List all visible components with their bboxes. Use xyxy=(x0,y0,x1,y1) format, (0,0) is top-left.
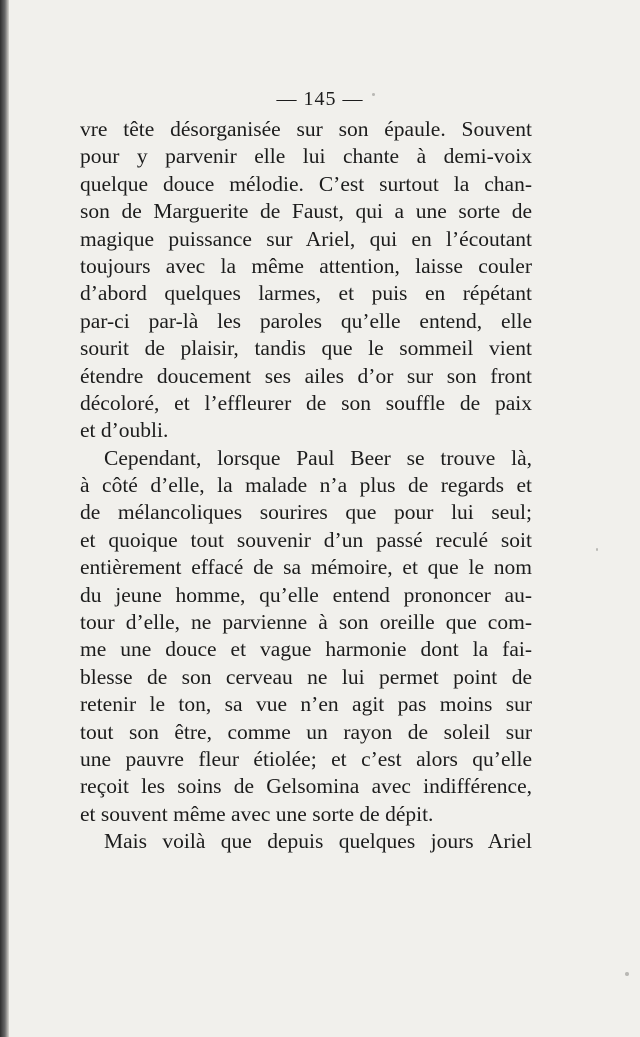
text-line: étendre doucement ses ailes d’or sur son front xyxy=(80,363,532,388)
text-line: Mais voilà que depuis quelques jours Ariel xyxy=(104,829,532,854)
text-line: une pauvre fleur étiolée; et c’est alors qu’elle xyxy=(80,746,532,771)
text-line: sourit de plaisir, tandis que le sommeil vient xyxy=(80,336,532,361)
text-line: toujours avec la même attention, laisse couler xyxy=(80,253,532,278)
text-line: et souvent même avec une sorte de dépit. xyxy=(80,801,434,826)
text-line: et quoique tout souvenir d’un passé reculé soit xyxy=(80,527,532,552)
text-line: magique puissance sur Ariel, qui en l’écoutant xyxy=(80,226,532,251)
text-line: à côté d’elle, la malade n’a plus de regards et xyxy=(80,473,532,498)
text-line: Cependant, lorsque Paul Beer se trouve là, xyxy=(104,445,532,470)
text-line: tour d’elle, ne parvienne à son oreille que com- xyxy=(80,610,532,635)
page-number: — 145 — xyxy=(276,88,364,110)
text-line: retenir le ton, sa vue n’en agit pas moins sur xyxy=(80,692,532,717)
text-line: et d’oubli. xyxy=(80,418,169,443)
text-line: pour y parvenir elle lui chante à demi-voix xyxy=(80,144,532,169)
text-line: du jeune homme, qu’elle entend prononcer au- xyxy=(80,582,532,607)
text-line: vre tête désorganisée sur son épaule. Souvent xyxy=(80,117,532,141)
text-line: entièrement effacé de sa mémoire, et que le nom xyxy=(80,555,532,580)
text-line: son de Marguerite de Faust, qui a une sorte de xyxy=(80,199,532,224)
page-binding-edge xyxy=(0,0,9,1037)
text-line: tout son être, comme un rayon de soleil sur xyxy=(80,719,532,744)
body-text xyxy=(80,116,532,856)
paper-speck xyxy=(596,548,598,551)
text-line: de mélancoliques sourires que pour lui seul; xyxy=(80,500,532,525)
text-line: quelque douce mélodie. C’est surtout la chan- xyxy=(80,171,532,196)
text-line: décoloré, et l’effleurer de son souffle de paix xyxy=(80,390,532,415)
text-line: blesse de son cerveau ne lui permet point de xyxy=(80,664,532,689)
text-line: d’abord quelques larmes, et puis en répétant xyxy=(80,281,532,306)
text-line: me une douce et vague harmonie dont la fai- xyxy=(80,637,532,662)
paper-speck xyxy=(625,972,629,976)
text-line: reçoit les soins de Gelsomina avec indifférence, xyxy=(80,774,532,799)
text-line: par-ci par-là les paroles qu’elle entend, elle xyxy=(80,308,532,333)
